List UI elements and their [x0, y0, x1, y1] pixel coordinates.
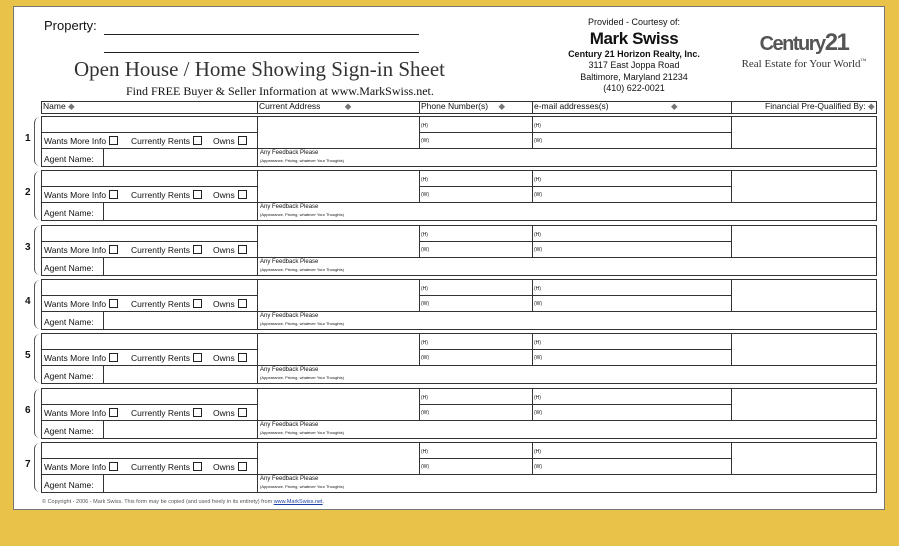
agent-name-label: Agent Name:	[44, 371, 94, 382]
divider-hw-row	[419, 186, 731, 187]
entry-number: 7	[25, 458, 31, 470]
divider-name-row	[42, 132, 257, 133]
column-email-label: e-mail addresses(s)	[534, 101, 609, 111]
divider-middle	[42, 202, 877, 203]
divider-address	[257, 389, 258, 420]
divider-middle	[42, 420, 877, 421]
feedback-label: Any Feedback Please	[260, 475, 319, 482]
divider-feedback	[257, 202, 258, 221]
currently-rents-label	[131, 299, 202, 309]
column-name	[43, 101, 75, 113]
feedback-hint: (Appearance, Pricing, whatever Your Thoughts)	[260, 158, 344, 163]
wants-info-label	[44, 353, 118, 363]
footer-period: .	[322, 499, 325, 505]
entry-brace	[34, 389, 40, 438]
property-line-1[interactable]	[104, 34, 419, 35]
agent-name-label: Agent Name:	[44, 316, 94, 327]
entry-row	[25, 442, 877, 493]
sort-icon: ◆	[868, 101, 875, 111]
entry-brace	[34, 226, 40, 275]
divider-name-row	[42, 241, 257, 242]
divider-feedback	[257, 474, 258, 493]
currently-rents-text: Currently Rents	[131, 461, 191, 472]
feedback-label: Any Feedback Please	[260, 312, 319, 319]
provided-by-label: Provided - Courtesy of:	[587, 17, 681, 27]
owns-label	[213, 353, 247, 363]
owns-checkbox[interactable]	[238, 299, 247, 308]
column-financial	[765, 101, 875, 113]
entry-row	[25, 279, 877, 330]
currently-rents-text: Currently Rents	[131, 190, 191, 201]
agent-name-label: Agent Name:	[44, 154, 94, 164]
agent-name-label: Agent Name:	[44, 262, 94, 273]
sort-icon: ◆	[344, 101, 352, 111]
divider-middle	[42, 148, 877, 149]
agent-name-label: Agent Name:	[44, 208, 94, 219]
phone-work-label: (W)	[421, 355, 430, 362]
email-work-label: (W)	[534, 409, 543, 416]
divider-agent	[103, 311, 104, 330]
page-subtitle: Find FREE Buyer & Seller Information at www.MarkSwiss.net.	[126, 84, 434, 98]
divider-financial	[731, 117, 732, 148]
entry-brace	[34, 171, 40, 220]
property-line-2[interactable]	[104, 52, 419, 53]
owns-text: Owns	[213, 136, 235, 146]
owns-checkbox[interactable]	[238, 136, 247, 145]
divider-feedback	[257, 365, 258, 384]
owns-checkbox[interactable]	[238, 408, 247, 417]
column-name-label: Name	[43, 101, 66, 111]
email-home-label: (H)	[534, 285, 541, 292]
wants-info-checkbox[interactable]	[109, 408, 118, 417]
divider-name-row	[42, 458, 257, 459]
company-city: Baltimore, Maryland 21234	[580, 71, 688, 82]
divider-middle	[42, 311, 877, 312]
column-email	[534, 101, 678, 113]
entry-number: 1	[25, 133, 31, 144]
entry-row	[25, 333, 877, 384]
property-label: Property:	[44, 18, 97, 33]
wants-info-label	[44, 245, 118, 255]
logo-number: 21	[824, 29, 849, 56]
owns-label	[213, 462, 247, 472]
agent-name-label: Agent Name:	[44, 479, 94, 490]
divider-middle	[42, 257, 877, 258]
column-address-label: Current Address	[259, 101, 321, 111]
divider-hw-row	[419, 132, 731, 133]
column-phone-label: Phone Number(s)	[421, 101, 489, 111]
divider-agent	[103, 202, 104, 221]
trademark-symbol: ™	[860, 58, 867, 65]
column-financial-label: Financial Pre-Qualified By:	[765, 101, 866, 111]
header-divider-financial	[731, 101, 732, 113]
phone-work-label: (W)	[421, 409, 430, 416]
wants-info-checkbox[interactable]	[109, 190, 118, 199]
phone-home-label: (H)	[421, 231, 428, 238]
feedback-hint: (Appearance, Pricing, whatever Your Thoughts)	[260, 212, 344, 218]
header-divider-right	[876, 101, 877, 113]
owns-text: Owns	[213, 353, 235, 364]
feedback-hint: (Appearance, Pricing, whatever Your Thoughts)	[260, 483, 344, 489]
currently-rents-checkbox[interactable]	[193, 462, 202, 471]
feedback-label: Any Feedback Please	[260, 204, 319, 211]
divider-address	[257, 334, 258, 365]
email-home-label: (H)	[534, 123, 541, 129]
owns-text: Owns	[213, 298, 235, 309]
owns-checkbox[interactable]	[238, 353, 247, 362]
feedback-hint: (Appearance, Pricing, whatever Your Thoughts)	[260, 429, 344, 435]
email-work-label: (W)	[534, 192, 543, 199]
divider-name-row	[42, 349, 257, 350]
header-divider-left	[41, 101, 42, 113]
currently-rents-label	[131, 353, 202, 363]
century21-wordmark	[734, 29, 874, 57]
feedback-label: Any Feedback Please	[260, 150, 319, 156]
footer-link[interactable]: www.MarkSwiss.net	[273, 499, 323, 505]
divider-feedback	[257, 257, 258, 276]
currently-rents-text: Currently Rents	[131, 298, 191, 309]
header-bottom-rule	[41, 113, 877, 114]
wants-info-label	[44, 136, 118, 146]
currently-rents-label	[131, 462, 202, 472]
email-work-label: (W)	[534, 246, 543, 253]
phone-home-label: (H)	[421, 448, 428, 455]
owns-text: Owns	[213, 461, 235, 472]
divider-address	[257, 226, 258, 257]
divider-address	[257, 280, 258, 311]
currently-rents-label	[131, 408, 202, 418]
entry-number: 5	[25, 350, 31, 362]
entry-brace	[34, 443, 40, 492]
phone-home-label: (H)	[421, 123, 428, 129]
divider-financial	[731, 226, 732, 257]
wants-info-text: Wants More Info	[44, 353, 107, 364]
phone-work-label: (W)	[421, 300, 430, 307]
entry-brace	[34, 280, 40, 329]
header-divider-email	[532, 101, 533, 113]
owns-label	[213, 408, 247, 418]
sign-in-sheet	[13, 6, 885, 510]
divider-financial	[731, 280, 732, 311]
feedback-hint: (Appearance, Pricing, whatever Your Thoughts)	[260, 320, 344, 326]
wants-info-text: Wants More Info	[44, 244, 107, 255]
email-home-label: (H)	[534, 231, 541, 238]
currently-rents-checkbox[interactable]	[193, 136, 202, 145]
divider-agent	[103, 420, 104, 439]
currently-rents-checkbox[interactable]	[193, 190, 202, 199]
wants-info-text: Wants More Info	[44, 190, 107, 201]
phone-home-label: (H)	[421, 340, 428, 347]
currently-rents-text: Currently Rents	[131, 407, 191, 418]
wants-info-checkbox[interactable]	[109, 136, 118, 145]
currently-rents-label	[131, 245, 202, 255]
email-home-label: (H)	[534, 177, 541, 184]
email-work-label: (W)	[534, 463, 543, 470]
entry-brace	[34, 117, 40, 166]
divider-name-row	[42, 295, 257, 296]
entry-number: 4	[25, 295, 31, 307]
divider-agent	[103, 148, 104, 167]
phone-work-label: (W)	[421, 192, 430, 199]
sort-icon: ◆	[68, 101, 75, 111]
email-work-label: (W)	[534, 300, 543, 307]
divider-financial	[731, 443, 732, 474]
currently-rents-checkbox[interactable]	[193, 353, 202, 362]
copyright-text: © Copyright - 2006 - Mark Swiss. This form may be copied (and used freely in its entirety) from	[42, 499, 273, 505]
currently-rents-label	[131, 190, 202, 200]
currently-rents-label	[131, 136, 202, 146]
divider-financial	[731, 389, 732, 420]
logo-tagline	[734, 58, 874, 70]
divider-middle	[42, 365, 877, 366]
currently-rents-text: Currently Rents	[131, 244, 191, 255]
currently-rents-text: Currently Rents	[131, 353, 191, 364]
feedback-label: Any Feedback Please	[260, 421, 319, 428]
phone-work-label: (W)	[421, 463, 430, 470]
sort-icon: ◆	[498, 101, 506, 111]
company-phone: (410) 622-0021	[603, 83, 665, 93]
phone-work-label: (W)	[421, 246, 430, 253]
divider-financial	[731, 171, 732, 202]
agent-brand-name: Mark Swiss	[589, 28, 679, 48]
divider-name-row	[42, 404, 257, 405]
phone-home-label: (H)	[421, 285, 428, 292]
page-title: Open House / Home Showing Sign-in Sheet	[74, 57, 445, 81]
wants-info-label	[44, 299, 118, 309]
divider-hw-row	[419, 295, 731, 296]
owns-label	[213, 299, 247, 309]
logo-tagline-text: Real Estate for Your World	[741, 58, 861, 70]
email-home-label: (H)	[534, 394, 541, 401]
currently-rents-text: Currently Rents	[131, 136, 191, 146]
courtesy-block	[549, 17, 719, 95]
entry-row	[25, 388, 877, 439]
feedback-hint: (Appearance, Pricing, whatever Your Thoughts)	[260, 375, 344, 381]
header-divider-phone	[419, 101, 420, 113]
header-divider-address	[257, 101, 258, 113]
divider-hw-row	[419, 458, 731, 459]
divider-middle	[42, 474, 877, 475]
wants-info-checkbox[interactable]	[109, 299, 118, 308]
phone-home-label: (H)	[421, 177, 428, 184]
wants-info-text: Wants More Info	[44, 298, 107, 309]
wants-info-label	[44, 190, 118, 200]
divider-address	[257, 171, 258, 202]
divider-agent	[103, 257, 104, 276]
column-phone	[421, 101, 505, 113]
divider-agent	[103, 474, 104, 493]
owns-label	[213, 190, 247, 200]
divider-address	[257, 443, 258, 474]
owns-checkbox[interactable]	[238, 462, 247, 471]
divider-agent	[103, 365, 104, 384]
logo-word: Century	[759, 33, 825, 55]
agent-name-label: Agent Name:	[44, 425, 94, 436]
divider-feedback	[257, 311, 258, 330]
wants-info-label	[44, 462, 118, 472]
sort-icon: ◆	[671, 101, 678, 111]
wants-info-checkbox[interactable]	[109, 462, 118, 471]
entry-brace	[34, 334, 40, 383]
divider-address	[257, 117, 258, 148]
owns-checkbox[interactable]	[238, 245, 247, 254]
century21-logo	[734, 29, 874, 70]
owns-label	[213, 136, 247, 146]
entry-number: 6	[25, 404, 31, 416]
owns-text: Owns	[213, 244, 235, 255]
entry-row	[25, 225, 877, 276]
divider-hw-row	[419, 404, 731, 405]
wants-info-text: Wants More Info	[44, 407, 107, 418]
entry-row	[25, 170, 877, 221]
wants-info-checkbox[interactable]	[109, 353, 118, 362]
feedback-hint: (Appearance, Pricing, whatever Your Thoughts)	[260, 266, 344, 272]
divider-hw-row	[419, 349, 731, 350]
wants-info-checkbox[interactable]	[109, 245, 118, 254]
entry-number: 3	[25, 241, 31, 253]
entry-number: 2	[25, 187, 31, 199]
email-home-label: (H)	[534, 448, 541, 455]
currently-rents-checkbox[interactable]	[193, 245, 202, 254]
email-work-label: (W)	[534, 138, 543, 144]
wants-info-text: Wants More Info	[44, 136, 107, 146]
divider-financial	[731, 334, 732, 365]
email-home-label: (H)	[534, 340, 541, 347]
company-street: 3117 East Joppa Road	[588, 60, 680, 70]
wants-info-text: Wants More Info	[44, 461, 107, 472]
feedback-label: Any Feedback Please	[260, 367, 319, 374]
divider-hw-row	[419, 241, 731, 242]
copyright-footer	[42, 499, 324, 505]
phone-home-label: (H)	[421, 394, 428, 401]
company-name: Century 21 Horizon Realty, Inc.	[568, 48, 700, 59]
owns-label	[213, 245, 247, 255]
divider-feedback	[257, 420, 258, 439]
phone-work-label: (W)	[421, 138, 430, 144]
divider-name-row	[42, 186, 257, 187]
currently-rents-checkbox[interactable]	[193, 299, 202, 308]
currently-rents-checkbox[interactable]	[193, 408, 202, 417]
email-work-label: (W)	[534, 355, 543, 362]
divider-feedback	[257, 148, 258, 167]
owns-text: Owns	[213, 407, 235, 418]
wants-info-label	[44, 408, 118, 418]
column-address	[259, 101, 351, 113]
feedback-label: Any Feedback Please	[260, 258, 319, 265]
owns-checkbox[interactable]	[238, 190, 247, 199]
owns-text: Owns	[213, 190, 235, 201]
entry-row	[25, 116, 877, 167]
